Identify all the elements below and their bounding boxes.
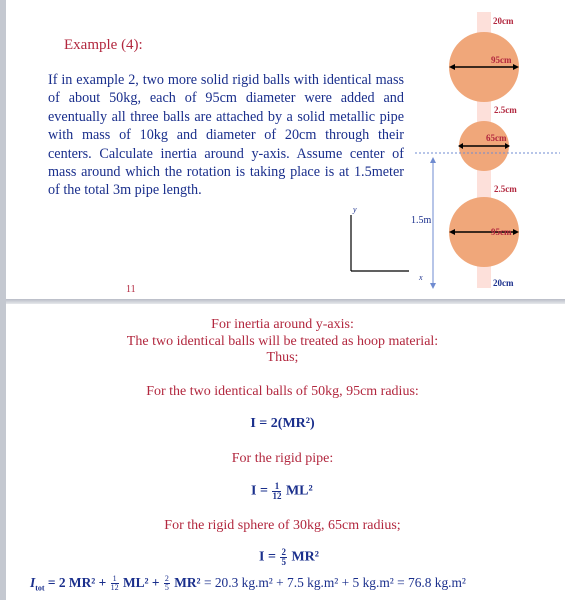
pipe-fraction: [272, 482, 281, 501]
text-fragment: = 20.3 kg.m² + 7.5 kg.m² + 5 kg.m² = 76.8 kg.m²: [203, 575, 466, 590]
text-fragment: 12: [272, 491, 282, 501]
panel-divider: [6, 299, 565, 304]
text-fragment: = 2 MR² +: [47, 575, 107, 590]
text-fragment: 2: [281, 547, 286, 557]
pipe-formula: [251, 482, 313, 501]
total-fraction-1: [111, 575, 119, 592]
text-fragment: 1: [272, 482, 281, 492]
text-fragment: ML² +: [122, 575, 160, 590]
text-fragment: ML²: [285, 483, 313, 499]
ball-top-label: 95cm: [491, 55, 512, 65]
x-axis-label: x: [419, 273, 423, 282]
solution-line-1: For inertia around y-axis:: [211, 317, 354, 332]
example-title: Example (4):: [64, 37, 143, 53]
sphere-heading: For the rigid sphere of 30kg, 65cm radius;: [164, 518, 401, 533]
text-fragment: 2: [164, 574, 169, 584]
ball-bottom-label: 95cm: [491, 227, 512, 237]
axes: [351, 215, 409, 271]
text-fragment: I =: [251, 483, 268, 499]
gap-top-label: 2.5cm: [494, 105, 517, 115]
text-fragment: 12: [110, 583, 119, 593]
bottom-pipe-label: 20cm: [493, 278, 514, 288]
page-number: 11: [126, 284, 136, 295]
sphere-fraction: [280, 548, 287, 567]
text-fragment: I =: [259, 549, 276, 565]
text-fragment: I: [30, 575, 36, 590]
text-fragment: MR²: [174, 575, 201, 590]
balls-heading: For the two identical balls of 50kg, 95cm radius:: [146, 384, 419, 399]
gap-bottom-label: 2.5cm: [494, 184, 517, 194]
y-axis-label: y: [353, 205, 357, 214]
sphere-formula: [259, 548, 319, 567]
height-label: 1.5m: [411, 215, 432, 226]
text-fragment: tot: [35, 583, 45, 593]
solution-line-3: Thus;: [266, 350, 299, 365]
text-fragment: 1: [112, 574, 117, 584]
ball-middle-label: 65cm: [486, 133, 507, 143]
total-fraction-2: [164, 575, 170, 592]
text-fragment: 5: [164, 583, 169, 593]
text-fragment: MR²: [291, 549, 319, 565]
pipe-heading: For the rigid pipe:: [231, 451, 334, 466]
text-fragment: 5: [281, 557, 286, 567]
top-pipe-label: 20cm: [493, 16, 514, 26]
solution-line-2: The two identical balls will be treated as hoop material:: [126, 334, 439, 349]
total-inertia-equation: [30, 575, 466, 592]
example-text: If in example 2, two more solid rigid balls with identical mass of about 50kg, each of 95cm diameter were added and eventually all three balls are attached by a solid metallic pipe with mass of 10kg and diameter of 20cm through their centers. Calculate inertia around y-axis. Assume center of mass around which the rotation is taking place is at 1.5meter of the total 3m pipe length.: [48, 72, 404, 199]
balls-formula: I = 2(MR²): [250, 416, 315, 431]
